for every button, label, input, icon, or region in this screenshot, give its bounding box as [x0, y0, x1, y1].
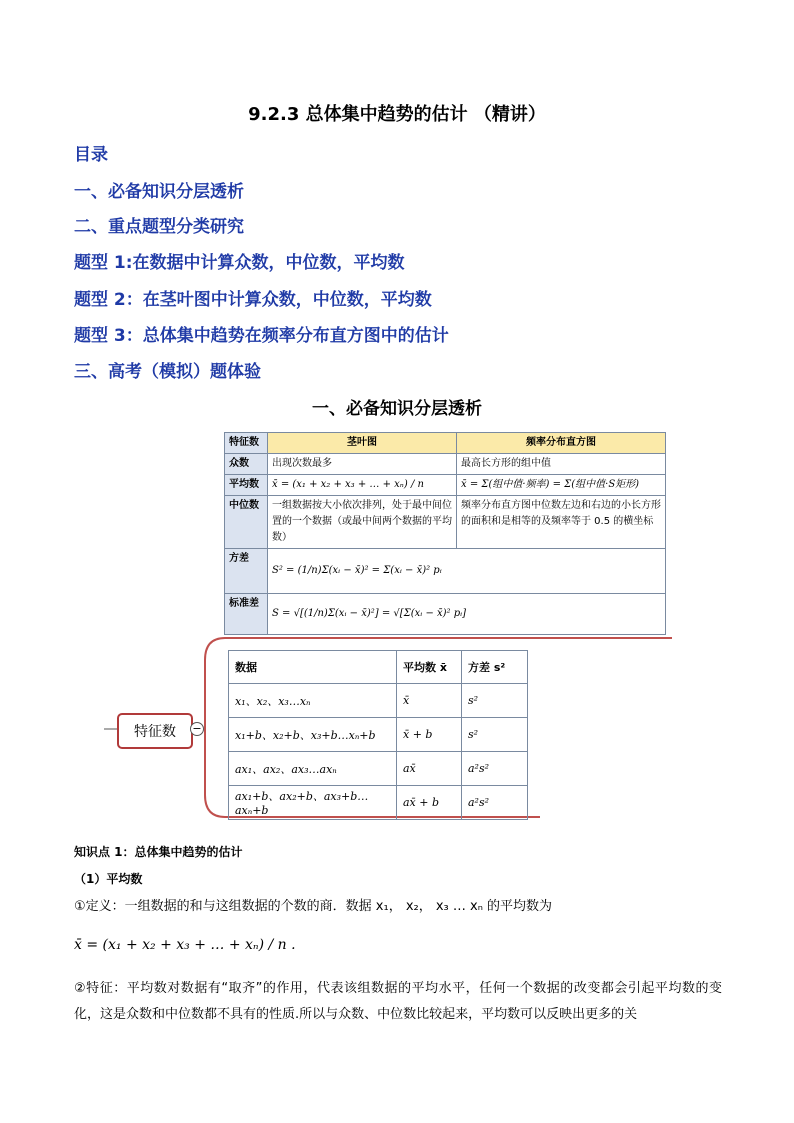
row-label: 众数	[225, 454, 268, 475]
table-cell: x̄ = Σ(组中值·频率) = Σ(组中值·S矩形)	[457, 475, 666, 496]
feature-text: ②特征：平均数对数据有“取齐”的作用，代表该组数据的平均水平，任何一个数据的改变都会引起平均数的变化，这是众数和中位数都不具有的性质.所以与众数、中位数比较起来，平均数可以反映出更多的关	[74, 981, 722, 1022]
toc-item-3[interactable]: 题型 1:在数据中计算众数，中位数，平均数	[74, 253, 405, 273]
toc-item-6[interactable]: 三、高考（模拟）题体验	[74, 362, 261, 382]
toc-item-2[interactable]: 二、重点题型分类研究	[74, 217, 244, 237]
table-row	[229, 752, 528, 786]
row-label: 标准差	[225, 594, 268, 635]
row-label: 中位数	[225, 496, 268, 549]
table-cell: 最高长方形的组中值	[457, 454, 666, 475]
mindmap-node-feature[interactable]: 特征数	[117, 713, 193, 749]
table-row	[229, 786, 528, 820]
header-cell: 特征数	[225, 433, 268, 454]
toc-item-5[interactable]: 题型 3：总体集中趋势在频率分布直方图中的估计	[74, 326, 449, 346]
header-cell: 平均数 x̄	[397, 651, 462, 684]
table-cell: 出现次数最多	[268, 454, 457, 475]
table-row	[229, 684, 528, 718]
table-cell: s²	[462, 684, 528, 718]
definition-text: ①定义：一组数据的和与这组数据的个数的商．数据 x₁， x₂， x₃ … xₙ 的平均数为	[74, 899, 553, 914]
table-row	[225, 475, 666, 496]
feature-transform-table	[228, 650, 528, 820]
header-cell: 方差 s²	[462, 651, 528, 684]
mean-formula: x̄ = (x₁ + x₂ + x₃ + … + xₙ) / n .	[74, 937, 296, 953]
section-heading: 一、必备知识分层透析	[312, 399, 482, 419]
table-header-row	[229, 651, 528, 684]
table-cell: ax̄ + b	[397, 786, 462, 820]
table-cell: ax̄	[397, 752, 462, 786]
header-cell: 频率分布直方图	[457, 433, 666, 454]
table-cell: x₁、x₂、x₃…xₙ	[229, 684, 397, 718]
subsection-heading: （1）平均数	[74, 872, 143, 886]
table-row	[225, 549, 666, 594]
table-row	[225, 496, 666, 549]
table-cell: ax₁、ax₂、ax₃…axₙ	[229, 752, 397, 786]
header-cell: 数据	[229, 651, 397, 684]
table-header-row	[225, 433, 666, 454]
knowledge-point-heading: 知识点 1：总体集中趋势的估计	[74, 845, 243, 859]
table-cell: 频率分布直方图中位数左边和右边的小长方形的面积和是相等的及频率等于 0.5 的横坐标	[457, 496, 666, 549]
header-cell: 茎叶图	[268, 433, 457, 454]
table-cell: ax₁+b、ax₂+b、ax₃+b…axₙ+b	[229, 786, 397, 820]
table-cell: S = √[(1/n)Σ(xᵢ − x̄)²] = √[Σ(xᵢ − x̄)² pᵢ]	[268, 594, 666, 635]
table-cell: x̄ = (x₁ + x₂ + x₃ + … + xₙ) / n	[268, 475, 457, 496]
table-cell: s²	[462, 718, 528, 752]
page-title: 9.2.3 总体集中趋势的估计 （精讲）	[248, 104, 546, 125]
table-cell: a²s²	[462, 752, 528, 786]
table-cell: x₁+b、x₂+b、x₃+b…xₙ+b	[229, 718, 397, 752]
row-label: 方差	[225, 549, 268, 594]
toc-item-1[interactable]: 一、必备知识分层透析	[74, 182, 244, 202]
comparison-table	[224, 432, 666, 635]
table-row	[225, 594, 666, 635]
table-cell: x̄	[397, 684, 462, 718]
toc-heading: 目录	[74, 145, 108, 165]
row-label: 平均数	[225, 475, 268, 496]
table-cell: a²s²	[462, 786, 528, 820]
table-cell: S² = (1/n)Σ(xᵢ − x̄)² = Σ(xᵢ − x̄)² pᵢ	[268, 549, 666, 594]
table-row	[225, 454, 666, 475]
table-row	[229, 718, 528, 752]
table-cell: 一组数据按大小依次排列，处于最中间位置的一个数据（或最中间两个数据的平均数）	[268, 496, 457, 549]
table-cell: x̄ + b	[397, 718, 462, 752]
collapse-toggle-icon[interactable]: −	[190, 722, 204, 736]
toc-item-4[interactable]: 题型 2：在茎叶图中计算众数，中位数，平均数	[74, 290, 432, 310]
